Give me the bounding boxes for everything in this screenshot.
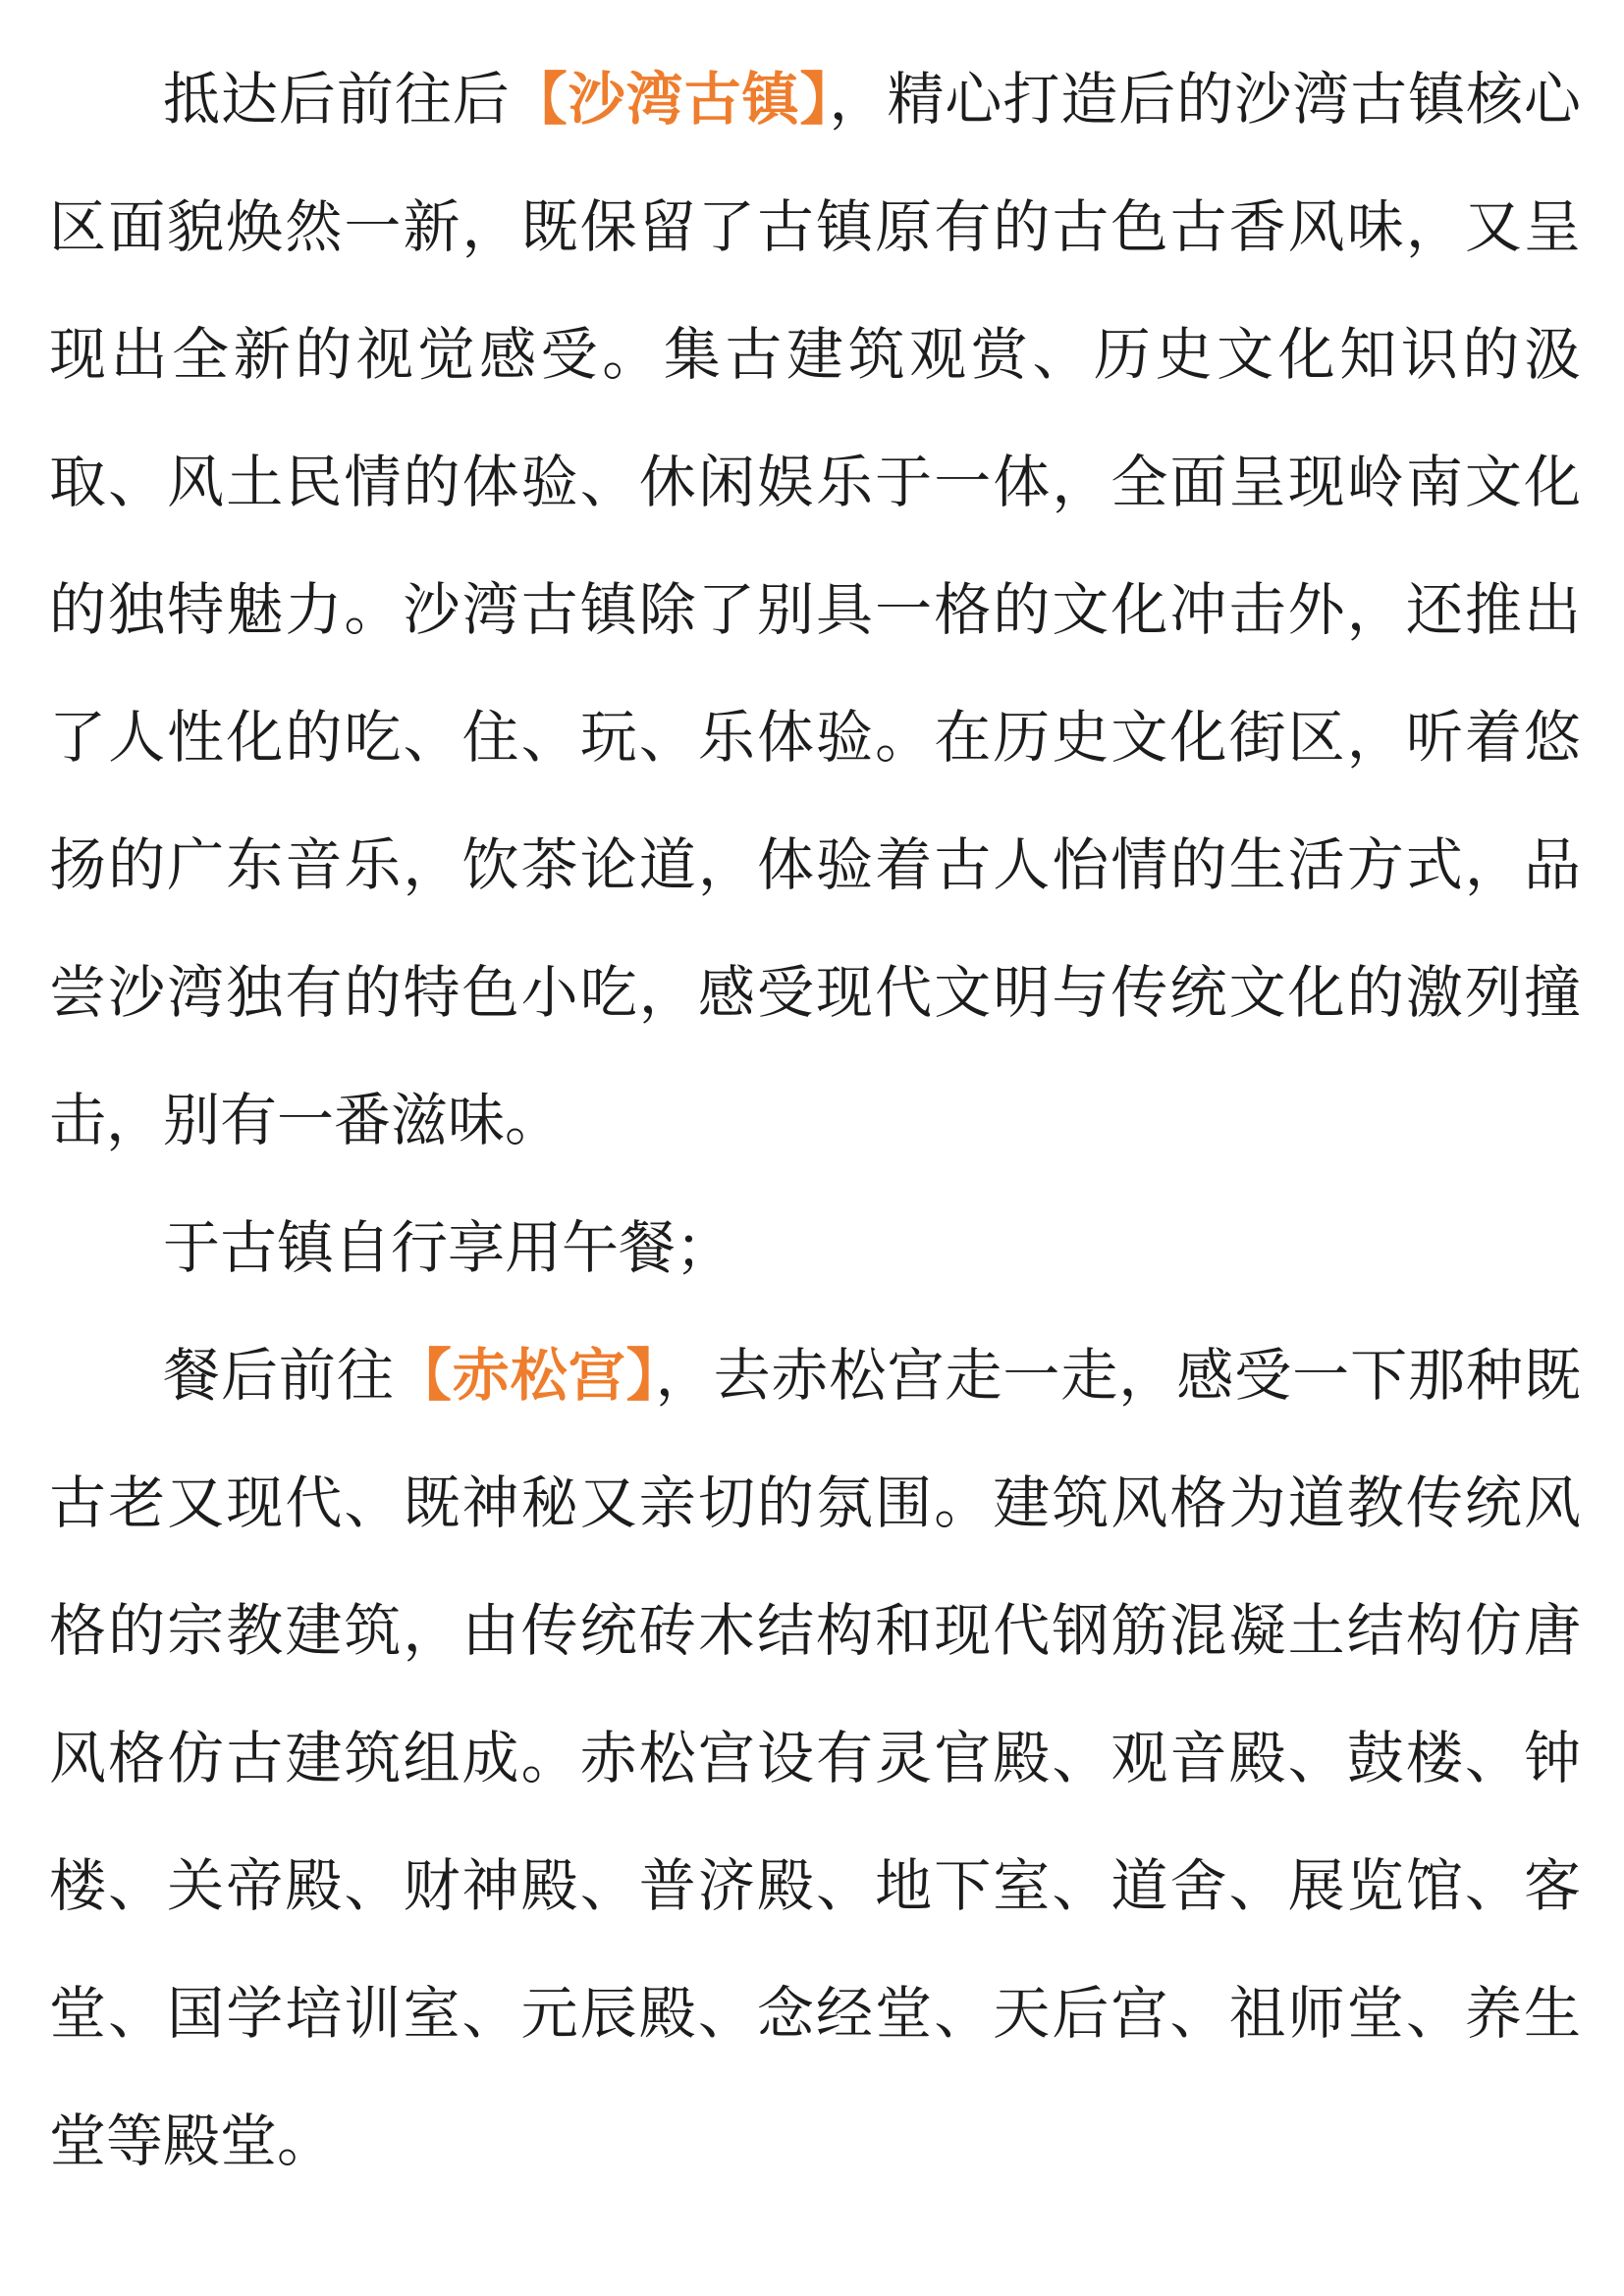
paragraph-text-after: ，去赤松宫走一走，感受一下那种既古老又现代、既神秘又亲切的氛围。建筑风格为道教传统风格的宗教建筑，由传统砖木结构和现代钢筋混凝土结构仿唐风格仿古建筑组成。赤松宫设有灵官殿、观音殿、鼓楼、钟楼、关帝殿、财神殿、普济殿、地下室、道舍、展览馆、客堂、国学培训室、元辰殿、念经堂、天后宫、祖师堂、养生堂等殿堂。 — [49, 1342, 1581, 2174]
paragraph-text-before: 餐后前往 — [163, 1342, 395, 1409]
paragraph-chisong-palace — [49, 1311, 1581, 2205]
highlight-chisong-palace: 【赤松宫】 — [394, 1342, 656, 1409]
paragraph-shawan-old-town — [49, 35, 1581, 1184]
paragraph-text-before: 抵达后前往后 — [163, 66, 511, 133]
paragraph-text-after: ，精心打造后的沙湾古镇核心区面貌焕然一新，既保留了古镇原有的古色古香风味，又呈现出全新的视觉感受。集古建筑观赏、历史文化知识的汲取、风土民情的体验、休闲娱乐于一体，全面呈现岭南文化的独特魅力。沙湾古镇除了别具一格的文化冲击外，还推出了人性化的吃、住、玩、乐体验。在历史文化街区，听着悠扬的广东音乐，饮茶论道，体验着古人怡情的生活方式，品尝沙湾独有的特色小吃，感受现代文明与传统文化的激列撞击，别有一番滋味。 — [49, 66, 1581, 1153]
document-body — [49, 35, 1581, 2205]
highlight-shawan-old-town: 【沙湾古镇】 — [510, 66, 830, 133]
paragraph-lunch: 于古镇自行享用午餐； — [163, 1214, 733, 1281]
